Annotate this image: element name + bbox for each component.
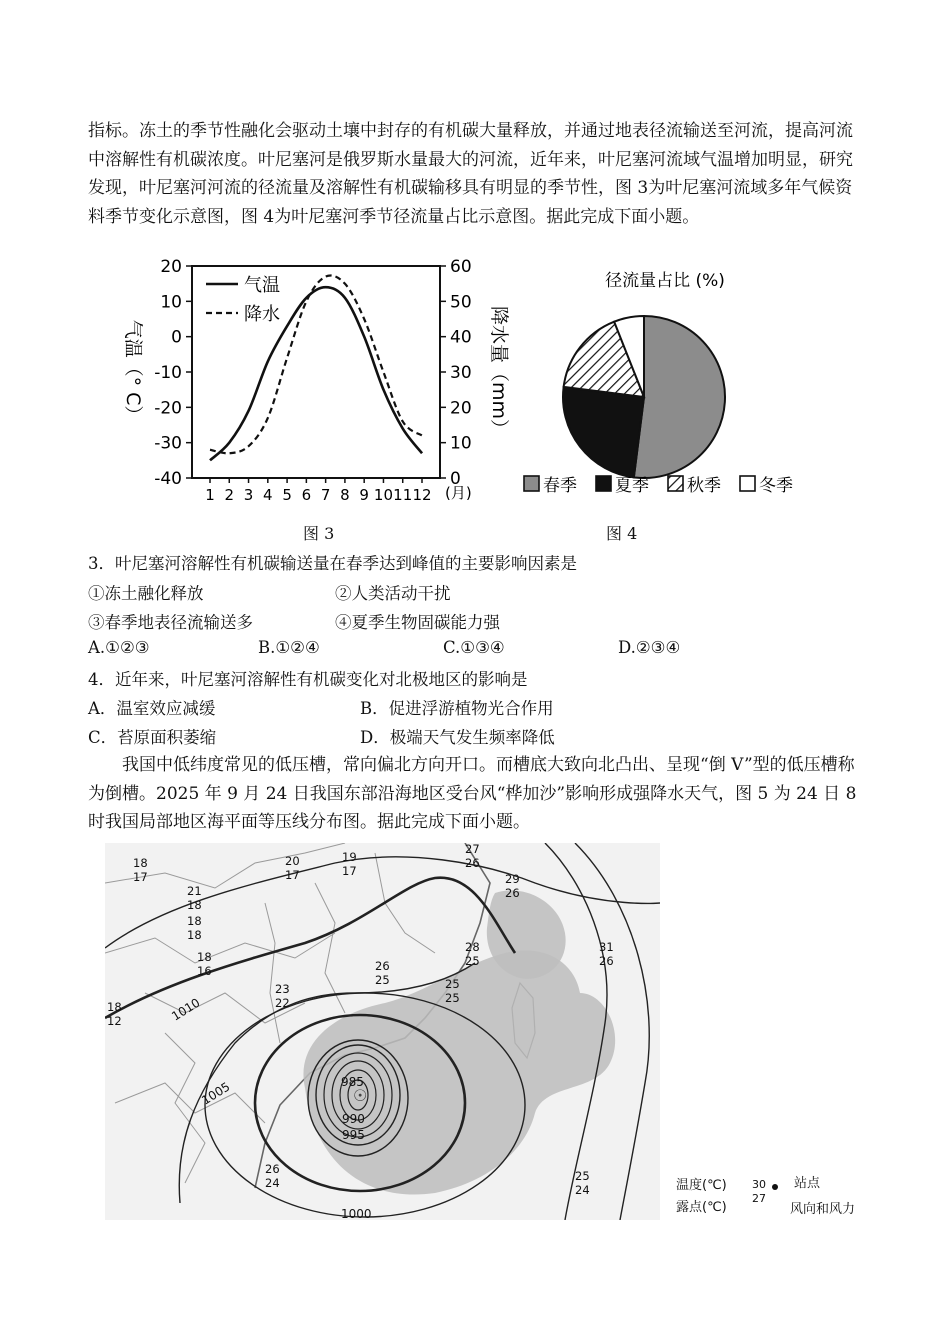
x-tick-label: 8 <box>340 486 350 504</box>
station-dew: 26 <box>505 886 520 900</box>
station-temp: 18 <box>187 914 202 928</box>
legend-wind-text: 风向和风力 <box>790 1202 856 1217</box>
isobar-label-1010: 1010 <box>169 995 203 1024</box>
precipitation-line <box>210 275 422 453</box>
isobar-label-1000: 1000 <box>341 1207 372 1220</box>
q4-choice-b: B．促进浮游植物光合作用 <box>360 699 554 718</box>
typhoon-symbol: ☉ <box>353 1086 368 1105</box>
station-temp: 21 <box>187 884 202 898</box>
pie-slice-1 <box>634 316 725 478</box>
x-tick-label: 6 <box>301 486 312 504</box>
station-dew: 16 <box>197 964 212 978</box>
station-dew: 26 <box>599 954 614 968</box>
pie-slice-2 <box>563 387 644 478</box>
station-dew: 12 <box>107 1014 122 1028</box>
station-dew: 17 <box>285 868 300 882</box>
figure3-plot-frame <box>192 266 440 478</box>
pie-legend-swatch <box>596 476 611 491</box>
y-tick-label: -40 <box>154 469 182 489</box>
y2-tick-label: 10 <box>450 433 472 454</box>
x-tick-label: 10 <box>373 486 394 504</box>
intro-paragraph: 指标。冻土的季节性融化会驱动土壤中封存的有机碳大量释放，并通过地表径流输送至河流，提高河流中溶解性有机碳浓度。叶尼塞河是俄罗斯水量最大的河流，近年来，叶尼塞河流域气温增加明显，研究发现，叶尼塞河河流的径流量及溶解性有机碳输移具有明显的季节性，图 3为叶尼塞河流域多年气候资料季节变化示意图，图 4为叶尼塞河季节径流量占比示意图。据此完成下面小题。 <box>88 121 853 227</box>
figure4-pie-chart <box>510 250 820 510</box>
station-temp: 18 <box>133 856 148 870</box>
y-tick-label: -20 <box>154 398 182 419</box>
station-temp: 27 <box>465 843 480 856</box>
figure3-caption: 图 3 <box>303 524 335 543</box>
map-legend <box>676 1170 882 1220</box>
station-dew: 17 <box>133 870 148 884</box>
x-tick-label: 9 <box>359 486 369 504</box>
q3-choice-c: C.①③④ <box>443 638 505 657</box>
station-temp: 20 <box>285 854 300 868</box>
pie-legend-label: 秋季 <box>687 476 721 496</box>
x-tick-label: 2 <box>224 486 235 504</box>
isobar-label-985: 985 <box>341 1075 364 1089</box>
y2-tick-label: 20 <box>450 398 472 419</box>
left-axis-title: 气温（° C） <box>122 319 144 425</box>
figure4-caption: 图 4 <box>606 524 638 543</box>
legend-dew-text: 露点(℃) <box>676 1200 727 1215</box>
station-temp: 18 <box>197 950 212 964</box>
station-temp: 26 <box>265 1162 280 1176</box>
pie-legend-swatch <box>668 476 683 491</box>
y2-tick-label: 60 <box>450 257 472 277</box>
q4-choice-d: D．极端天气发生频率降低 <box>360 728 555 747</box>
legend-precip-label: 降水 <box>244 304 280 325</box>
station-dew: 24 <box>575 1183 590 1197</box>
pie-title: 径流量占比 (%) <box>605 271 725 291</box>
station-temp: 28 <box>465 940 480 954</box>
y-tick-label: 0 <box>171 327 182 348</box>
passage2: 我国中低纬度常见的低压槽，常向偏北方向开口。而槽底大致向北凸出、呈现“倒 V”型的低压槽称为倒槽。2025 年 9 月 24 日我国东部沿海地区受台风“桦加沙”影响形成强降水天气，图 5 为 24 日 8 时我国局部地区海平面等压线分布图。据此完成下面小题。 <box>88 755 857 833</box>
y-tick-label: -10 <box>154 363 182 383</box>
pie-legend-swatch <box>740 476 755 491</box>
y2-tick-label: 40 <box>450 327 472 348</box>
station-temp: 19 <box>342 850 357 864</box>
q3-option-3: ③春季地表径流输送多 <box>88 613 253 632</box>
station-temp: 23 <box>275 982 290 996</box>
y2-tick-label: 50 <box>450 292 472 313</box>
q3-option-2: ②人类活动干扰 <box>335 584 451 603</box>
figure3-climate-chart <box>100 250 520 510</box>
isobar-label-1005: 1005 <box>199 1079 233 1108</box>
station-dew: 26 <box>465 856 480 870</box>
y-tick-label: -30 <box>154 433 182 454</box>
station-temp: 29 <box>505 872 520 886</box>
legend-station-dot <box>772 1184 778 1190</box>
pie-legend-label: 夏季 <box>615 476 649 496</box>
pie-legend-label: 冬季 <box>759 476 793 496</box>
x-tick-label: 4 <box>263 486 273 504</box>
x-axis-unit: (月) <box>445 484 472 502</box>
isobar-label-990: 990 <box>342 1112 365 1126</box>
station-temp: 31 <box>599 940 614 954</box>
station-dew: 17 <box>342 864 357 878</box>
station-temp: 25 <box>575 1169 590 1183</box>
station-temp: 18 <box>107 1000 122 1014</box>
station-dew: 18 <box>187 928 202 942</box>
x-tick-label: 7 <box>320 486 331 504</box>
q3-choice-d: D.②③④ <box>618 638 681 657</box>
y-tick-label: 20 <box>160 257 182 277</box>
legend-temp-text: 温度(℃) <box>676 1178 727 1193</box>
pie-legend-swatch <box>524 476 539 491</box>
x-tick-label: 1 <box>205 486 215 504</box>
pie-legend-label: 春季 <box>543 476 577 496</box>
station-dew: 25 <box>375 973 390 987</box>
station-dew: 22 <box>275 996 290 1010</box>
x-tick-label: 12 <box>412 486 432 504</box>
temperature-line <box>210 287 422 460</box>
isobar-map <box>105 843 660 1220</box>
q4-choice-c: C．苔原面积萎缩 <box>88 728 217 747</box>
legend-temp-value: 30 <box>752 1178 766 1191</box>
legend-station-text: 站点 <box>794 1176 821 1191</box>
q3-option-4: ④夏季生物固碳能力强 <box>335 613 500 632</box>
q4-choice-a: A．温室效应减缓 <box>88 699 216 718</box>
station-dew: 24 <box>265 1176 280 1190</box>
legend-dew-value: 27 <box>752 1192 766 1205</box>
q3-choice-a: A.①②③ <box>88 638 150 657</box>
q3-stem: 3．叶尼塞河溶解性有机碳输送量在春季达到峰值的主要影响因素是 <box>88 554 577 573</box>
q3-choice-b: B.①②④ <box>258 638 320 657</box>
station-temp: 25 <box>445 977 460 991</box>
legend-temp-label: 气温 <box>244 275 280 296</box>
y-tick-label: 10 <box>160 292 182 313</box>
y2-tick-label: 0 <box>450 469 461 489</box>
q4-stem: 4．近年来，叶尼塞河溶解性有机碳变化对北极地区的影响是 <box>88 670 528 689</box>
station-dew: 18 <box>187 898 202 912</box>
x-tick-label: 5 <box>282 486 292 504</box>
q3-option-1: ①冻土融化释放 <box>88 584 204 603</box>
y2-tick-label: 30 <box>450 363 472 383</box>
station-dew: 25 <box>445 991 460 1005</box>
isobar-label-995: 995 <box>342 1128 365 1142</box>
x-tick-label: 11 <box>393 486 413 504</box>
x-tick-label: 3 <box>243 486 254 504</box>
station-dew: 25 <box>465 954 480 968</box>
right-axis-title: 降水量（mm） <box>488 305 510 439</box>
station-temp: 26 <box>375 959 390 973</box>
